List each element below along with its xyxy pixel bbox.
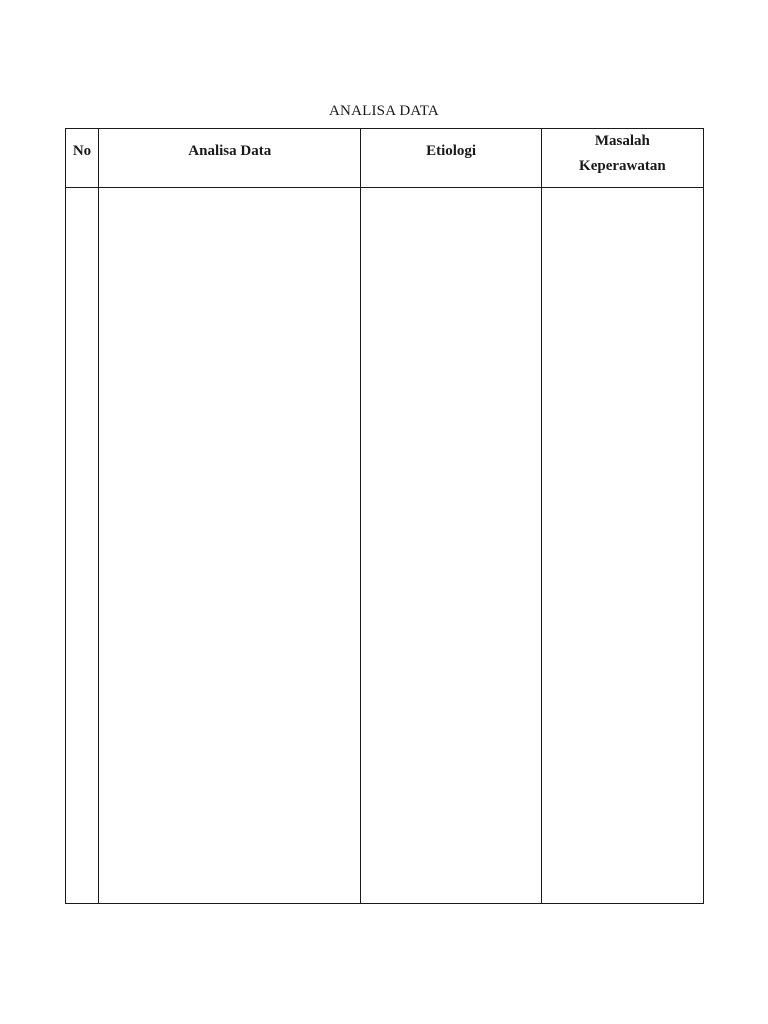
cell-etiologi	[361, 188, 541, 904]
page-title: ANALISA DATA	[329, 103, 439, 119]
header-no-label: No	[72, 143, 92, 159]
header-masalah-line1: Masalah	[594, 133, 650, 149]
cell-masalah-keperawatan	[541, 188, 703, 904]
cell-analisa-data	[99, 188, 361, 904]
header-etiologi-label: Etiologi	[426, 143, 477, 159]
cell-no	[66, 188, 99, 904]
header-analisa-data-label: Analisa Data	[188, 143, 272, 159]
header-masalah-line2: Keperawatan	[579, 158, 666, 174]
table-row	[66, 188, 704, 904]
header-analisa-data	[99, 129, 361, 188]
header-no	[66, 129, 99, 188]
header-etiologi	[361, 129, 541, 188]
header-masalah-keperawatan	[541, 129, 703, 188]
table-header-row	[66, 129, 704, 188]
header-masalah-keperawatan-label	[542, 129, 703, 179]
analysis-table	[65, 128, 704, 904]
